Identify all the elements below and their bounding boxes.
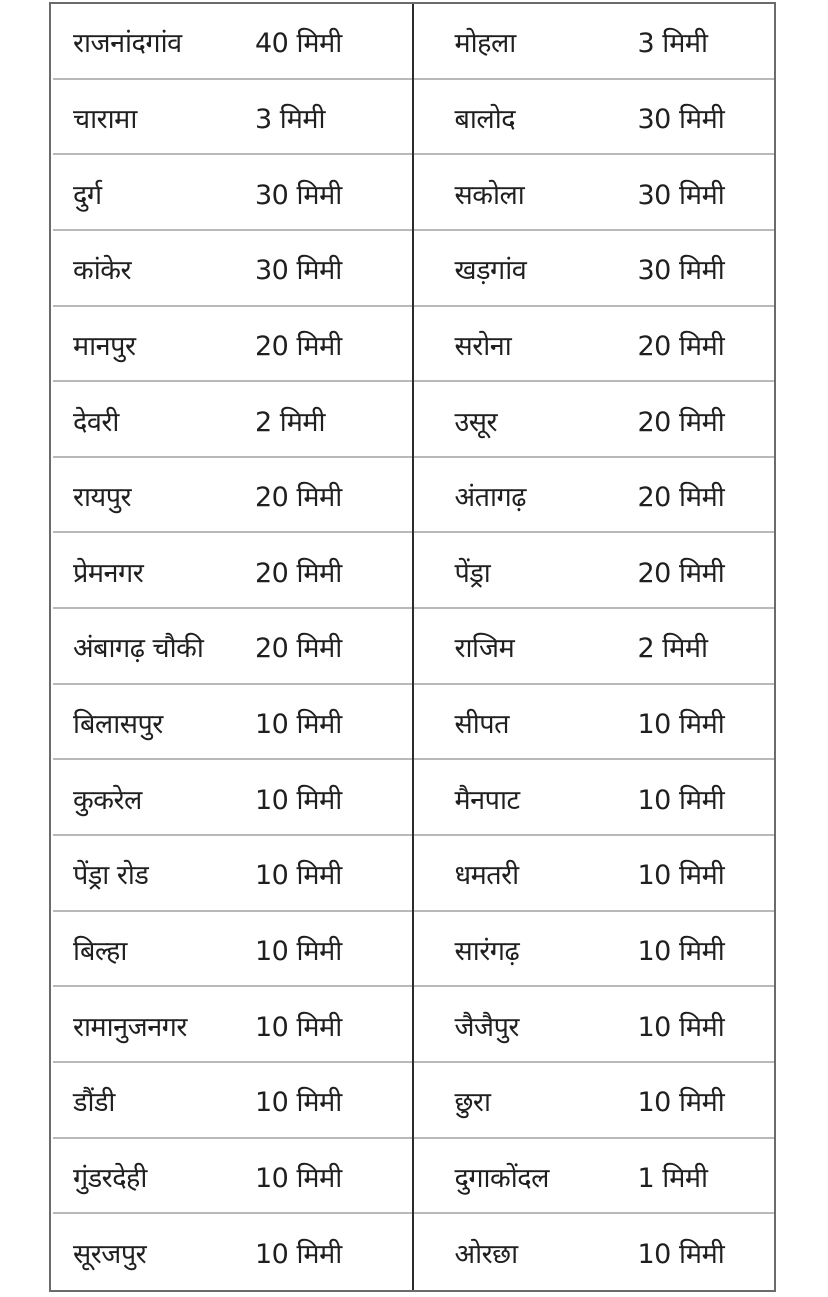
place-name: अंबागढ़ चौकी xyxy=(73,633,204,665)
rainfall-amount: 2 मिमी xyxy=(637,633,708,665)
rainfall-amount: 10 मिमी xyxy=(255,1087,342,1119)
table-row xyxy=(414,912,775,988)
table-row xyxy=(414,1214,775,1290)
rainfall-amount: 10 मिमी xyxy=(637,860,725,892)
place-name: सारंगढ़ xyxy=(454,936,520,967)
place-name: बालोद xyxy=(454,103,516,135)
table-row xyxy=(51,912,412,988)
rainfall-amount: 3 मिमी xyxy=(255,103,326,135)
table-row xyxy=(414,1139,775,1215)
table-row xyxy=(414,155,775,231)
place-name: मैनपाट xyxy=(454,784,520,816)
table-row xyxy=(51,533,412,609)
rainfall-amount: 20 मिमी xyxy=(637,406,725,438)
rainfall-amount: 10 मिमी xyxy=(255,1162,342,1194)
rainfall-amount: 10 मिमी xyxy=(637,1087,725,1119)
table-row xyxy=(414,533,775,609)
rainfall-amount: 40 मिमी xyxy=(255,28,342,60)
rainfall-table xyxy=(49,2,776,1292)
place-name: कांकेर xyxy=(73,255,132,287)
rainfall-amount: 20 मिमी xyxy=(637,482,725,514)
place-name: दुगाकोंदल xyxy=(454,1162,549,1194)
place-name: पेंड्रा xyxy=(454,557,491,589)
place-name: ओरछा xyxy=(454,1238,518,1270)
place-name: जैजैपुर xyxy=(454,1011,519,1043)
place-name: बिलासपुर xyxy=(73,709,163,741)
right-column xyxy=(414,4,775,1290)
place-name: मोहला xyxy=(454,28,516,60)
place-name: दुर्ग xyxy=(73,179,102,211)
table-row xyxy=(51,836,412,912)
table-row xyxy=(414,836,775,912)
table-row xyxy=(414,231,775,307)
rainfall-amount: 10 मिमी xyxy=(637,709,725,741)
place-name: प्रेमनगर xyxy=(73,557,144,589)
place-name: उसूर xyxy=(454,406,498,438)
place-name: गुंडरदेही xyxy=(73,1162,147,1194)
table-row xyxy=(51,231,412,307)
place-name: चारामा xyxy=(73,103,137,135)
table-row xyxy=(414,382,775,458)
rainfall-amount: 10 मिमी xyxy=(255,936,342,967)
table-row xyxy=(51,4,412,80)
rainfall-amount: 30 मिमी xyxy=(255,255,342,287)
rainfall-amount: 20 मिमी xyxy=(637,330,725,362)
rainfall-amount: 10 मिमी xyxy=(637,1011,725,1043)
rainfall-amount: 10 मिमी xyxy=(637,784,725,816)
table-row xyxy=(51,609,412,685)
rainfall-amount: 20 मिमी xyxy=(255,557,342,589)
place-name: सीपत xyxy=(454,709,509,741)
table-row xyxy=(51,458,412,534)
table-row xyxy=(51,1214,412,1290)
rainfall-amount: 20 मिमी xyxy=(255,482,342,514)
rainfall-amount: 10 मिमी xyxy=(255,860,342,892)
rainfall-amount: 10 मिमी xyxy=(255,709,342,741)
table-row xyxy=(414,80,775,156)
place-name: मानपुर xyxy=(73,330,136,362)
place-name: छुरा xyxy=(454,1087,491,1119)
rainfall-amount: 10 मिमी xyxy=(637,936,725,967)
table-row xyxy=(414,307,775,383)
table-row xyxy=(51,80,412,156)
table-row xyxy=(51,307,412,383)
rainfall-amount: 10 मिमी xyxy=(255,1238,342,1270)
place-name: राजिम xyxy=(454,633,515,665)
place-name: राजनांदगांव xyxy=(73,28,182,60)
table-row xyxy=(414,987,775,1063)
table-row xyxy=(414,4,775,80)
rainfall-amount: 30 मिमी xyxy=(637,255,725,287)
table-row xyxy=(51,1063,412,1139)
rainfall-amount: 3 मिमी xyxy=(637,28,708,60)
rainfall-amount: 10 मिमी xyxy=(637,1238,725,1270)
rainfall-amount: 20 मिमी xyxy=(255,330,342,362)
place-name: सरोना xyxy=(454,330,512,362)
rainfall-amount: 10 मिमी xyxy=(255,784,342,816)
place-name: पेंड्रा रोड xyxy=(73,860,149,892)
table-row xyxy=(51,382,412,458)
table-row xyxy=(414,458,775,534)
place-name: सूरजपुर xyxy=(73,1238,147,1270)
place-name: कुकरेल xyxy=(73,784,142,816)
rainfall-amount: 30 मिमी xyxy=(637,103,725,135)
place-name: देवरी xyxy=(73,406,119,438)
rainfall-amount: 2 मिमी xyxy=(255,406,326,438)
table-row xyxy=(51,760,412,836)
place-name: रायपुर xyxy=(73,482,132,514)
table-row xyxy=(414,609,775,685)
table-row xyxy=(414,1063,775,1139)
table-row xyxy=(51,1139,412,1215)
table-row xyxy=(51,685,412,761)
left-column xyxy=(51,4,414,1290)
place-name: अंतागढ़ xyxy=(454,482,526,514)
table-row xyxy=(51,987,412,1063)
table-row xyxy=(51,155,412,231)
table-row xyxy=(414,760,775,836)
table-row xyxy=(414,685,775,761)
place-name: बिल्हा xyxy=(73,936,127,967)
place-name: रामानुजनगर xyxy=(73,1011,187,1043)
rainfall-amount: 10 मिमी xyxy=(255,1011,342,1043)
place-name: डौंडी xyxy=(73,1087,115,1119)
rainfall-amount: 30 मिमी xyxy=(255,179,342,211)
place-name: खड़गांव xyxy=(454,255,527,287)
rainfall-amount: 20 मिमी xyxy=(637,557,725,589)
rainfall-amount: 30 मिमी xyxy=(637,179,725,211)
rainfall-amount: 1 मिमी xyxy=(637,1162,708,1194)
rainfall-amount: 20 मिमी xyxy=(255,633,342,665)
place-name: धमतरी xyxy=(454,860,519,892)
place-name: सकोला xyxy=(454,179,525,211)
